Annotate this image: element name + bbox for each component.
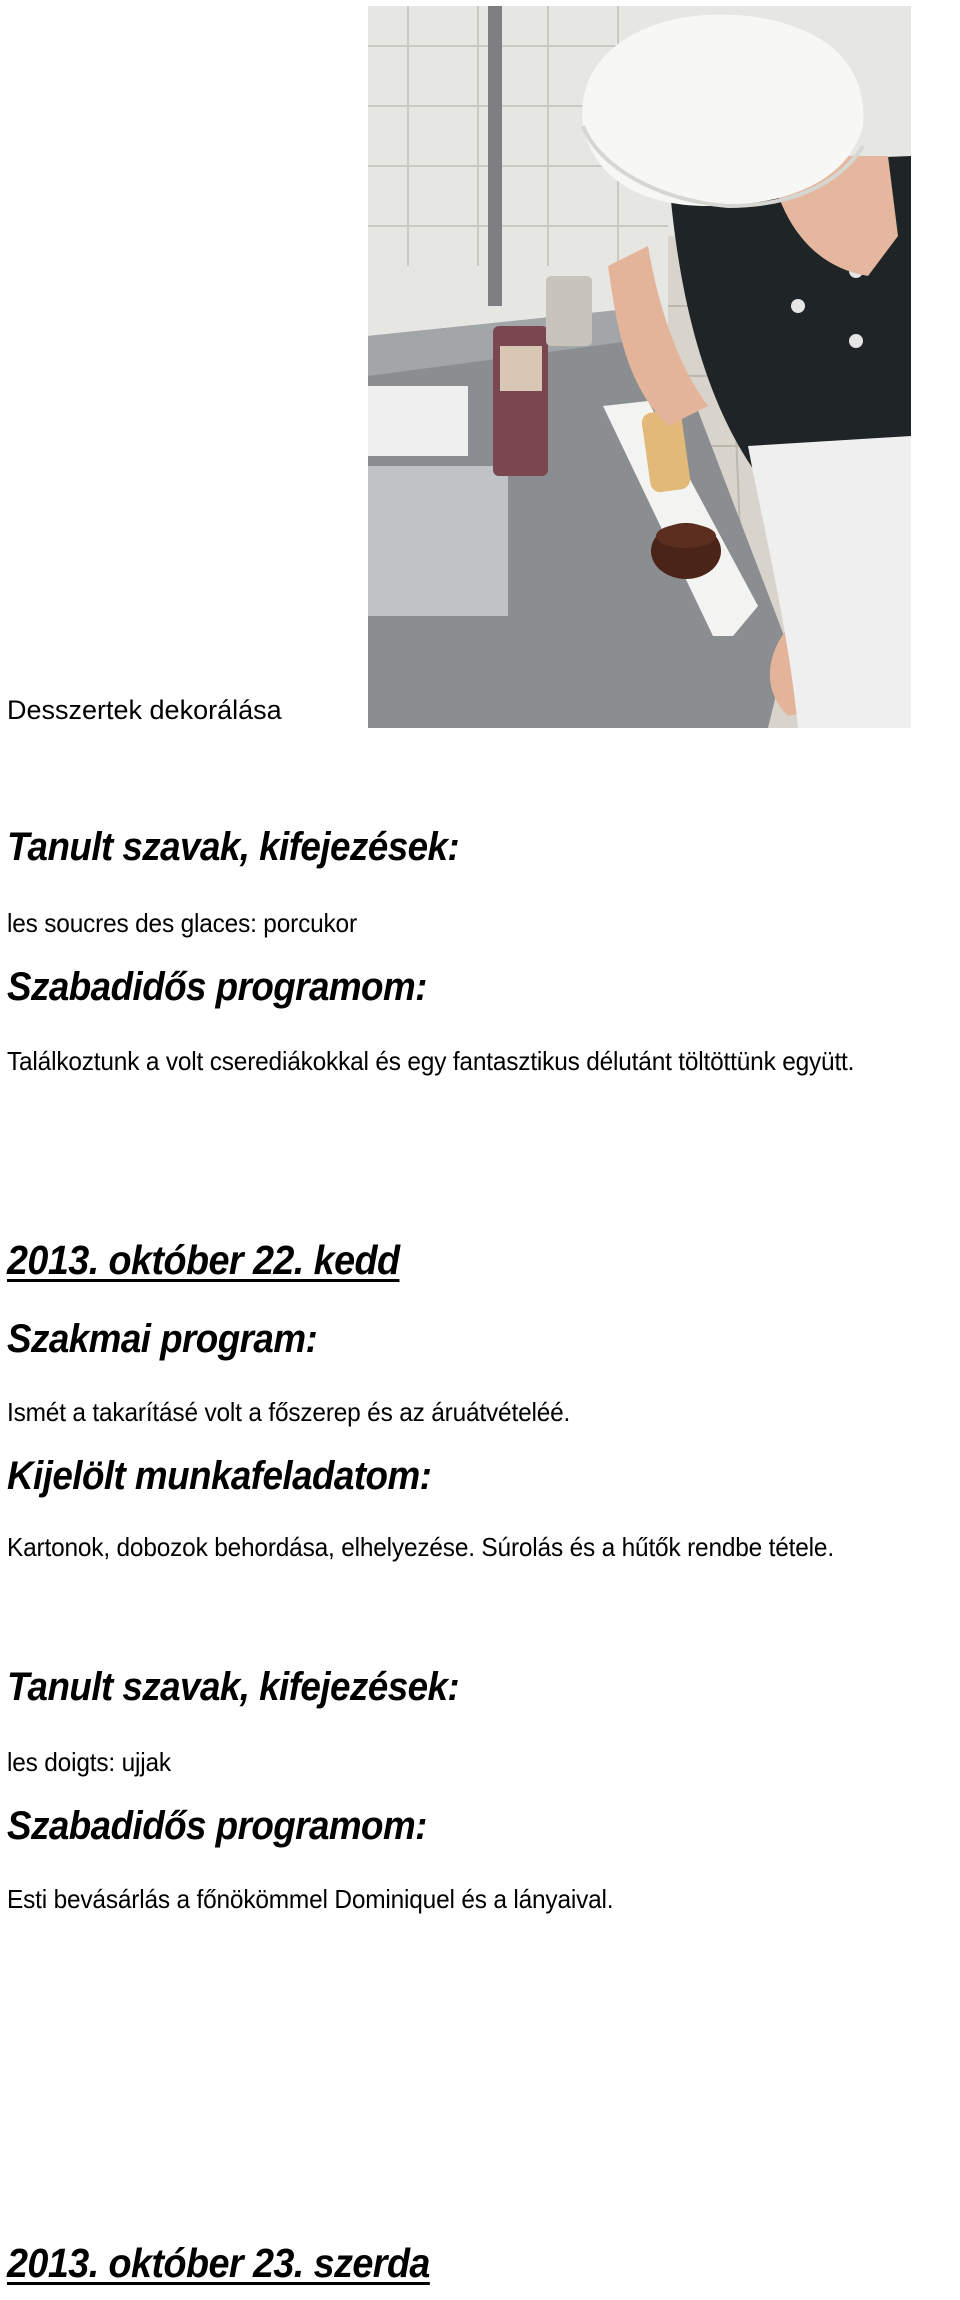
chef-decorating-dessert-photo-icon <box>368 6 911 728</box>
day-date-oct-22: 2013. október 22. kedd <box>7 1237 400 1283</box>
dessert-photo <box>368 6 911 728</box>
professional-program-heading: Szakmai program: <box>7 1317 318 1361</box>
free-time-text-2: Esti bevásárlás a főnökömmel Dominiquel és a lányaival. <box>7 1884 614 1914</box>
free-time-heading: Szabadidős programom: <box>7 965 427 1009</box>
learned-words-heading-2: Tanult szavak, kifejezések: <box>7 1665 460 1709</box>
free-time-text: Találkoztunk a volt cserediákokkal és egy fantasztikus délutánt töltöttünk együtt. <box>7 1046 855 1076</box>
assigned-task-heading: Kijelölt munkafeladatom: <box>7 1454 432 1498</box>
learned-words-text: les soucres des glaces: porcukor <box>7 908 357 938</box>
photo-caption: Desszertek dekorálása <box>7 695 282 725</box>
learned-words-text-2: les doigts: ujjak <box>7 1747 171 1777</box>
free-time-heading-2: Szabadidős programom: <box>7 1804 427 1848</box>
professional-program-text: Ismét a takarításé volt a főszerep és az áruátvételéé. <box>7 1397 571 1427</box>
day-date-oct-23: 2013. október 23. szerda <box>7 2240 430 2286</box>
learned-words-heading: Tanult szavak, kifejezések: <box>7 825 460 869</box>
assigned-task-text: Kartonok, dobozok behordása, elhelyezése. Súrolás és a hűtők rendbe tétele. <box>7 1532 834 1562</box>
